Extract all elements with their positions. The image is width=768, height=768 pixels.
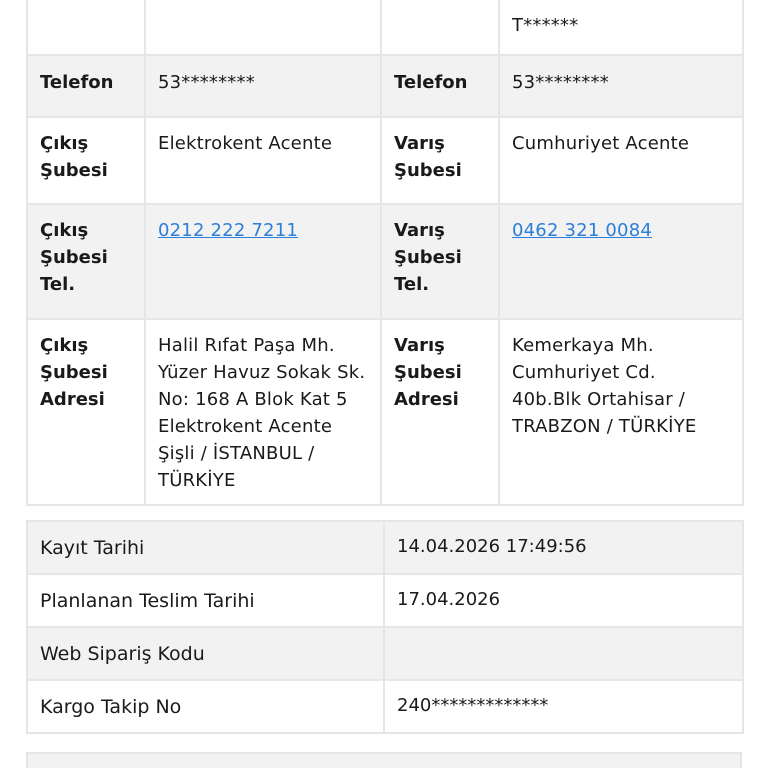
table-row <box>27 680 743 733</box>
planned-delivery-date-value: 17.04.2026 <box>384 574 743 627</box>
destination-branch-value: Cumhuriyet Acente <box>499 117 743 204</box>
table-cell <box>27 0 145 55</box>
destination-branch-label: Varış Şubesi <box>381 117 499 204</box>
destination-branch-tel-label: Varış Şubesi Tel. <box>381 204 499 319</box>
tracking-number-label: Kargo Takip No <box>27 680 384 733</box>
destination-branch-phone-link[interactable]: 0462 321 0084 <box>512 220 653 241</box>
receiver-phone-value: 53******** <box>499 55 743 117</box>
table-row <box>27 204 743 319</box>
table-row <box>27 627 743 680</box>
web-order-code-value <box>384 627 743 680</box>
destination-branch-address-label: Varış Şubesi Adresi <box>381 319 499 505</box>
receiver-name-masked: T****** <box>512 15 579 36</box>
origin-branch-tel-label: Çıkış Şubesi Tel. <box>27 204 145 319</box>
registration-date-value: 14.04.2026 17:49:56 <box>384 521 743 574</box>
table-cell <box>381 0 499 55</box>
table-row <box>27 574 743 627</box>
table-cell <box>499 0 743 55</box>
origin-branch-label: Çıkış Şubesi <box>27 117 145 204</box>
planned-delivery-date-label: Planlanan Teslim Tarihi <box>27 574 384 627</box>
destination-branch-address-value: Kemerkaya Mh. Cumhuriyet Cd. 40b.Blk Ortahisar / TRABZON / TÜRKİYE <box>499 319 743 505</box>
table-row <box>27 521 743 574</box>
branch-info-table <box>26 0 744 506</box>
registration-date-label: Kayıt Tarihi <box>27 521 384 574</box>
origin-branch-phone-link[interactable]: 0212 222 7211 <box>158 220 299 241</box>
table-row <box>27 55 743 117</box>
origin-branch-address-value: Halil Rıfat Paşa Mh. Yüzer Havuz Sokak Sk. No: 168 A Blok Kat 5 Elektrokent Acente Şişli / İSTANBUL / TÜRKİYE <box>145 319 381 505</box>
table-row <box>27 117 743 204</box>
sender-phone-value: 53******** <box>145 55 381 117</box>
sender-phone-label: Telefon <box>27 55 145 117</box>
origin-branch-address-label: Çıkış Şubesi Adresi <box>27 319 145 505</box>
receiver-phone-label: Telefon <box>381 55 499 117</box>
table-row <box>27 319 743 505</box>
origin-branch-value: Elektrokent Acente <box>145 117 381 204</box>
next-section-box <box>26 752 742 768</box>
table-row <box>27 0 743 55</box>
tracking-number-value: 240************* <box>384 680 743 733</box>
table-cell <box>145 0 381 55</box>
web-order-code-label: Web Sipariş Kodu <box>27 627 384 680</box>
shipment-info-table <box>26 520 744 734</box>
